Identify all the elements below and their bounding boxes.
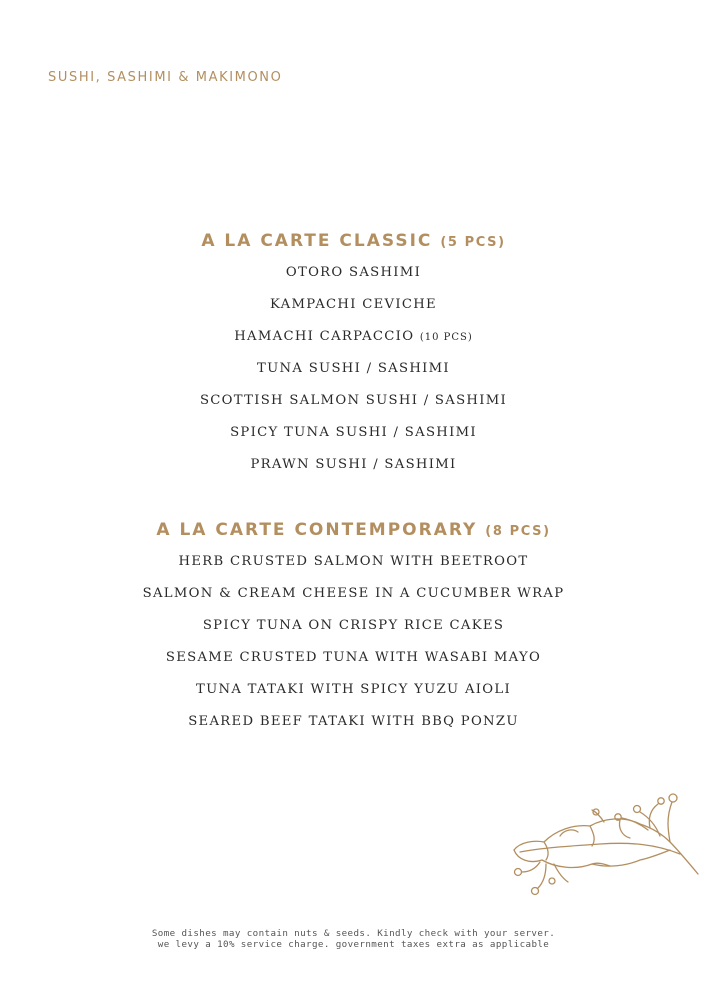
menu-item-name: SEARED BEEF TATAKI WITH BBQ PONZU [188,714,519,729]
menu-item [0,257,707,289]
menu-item-name: OTORO SASHIMI [285,265,422,280]
menu-item-list [0,546,707,738]
menu-item [0,417,707,449]
section-a-la-carte-contemporary [0,520,707,738]
menu-item [0,289,707,321]
menu-item [0,578,707,610]
menu-item [0,642,707,674]
menu-item-name: KAMPACHI CEVICHE [270,297,437,312]
section-title-text: A LA CARTE CONTEMPORARY [156,520,478,540]
section-a-la-carte-classic [0,231,707,481]
service-charge-notice: we levy a 10% service charge. government taxes extra as applicable [157,939,550,950]
menu-footer-notes [0,928,707,950]
menu-item-name: SALMON & CREAM CHEESE IN A CUCUMBER WRAP [142,586,565,601]
menu-item [0,353,707,385]
menu-item [0,449,707,481]
section-pieces-count: (5 PCS) [440,235,506,250]
menu-item-name: SPICY TUNA SUSHI / SASHIMI [230,425,477,440]
menu-item [0,674,707,706]
menu-item-name: SPICY TUNA ON CRISPY RICE CAKES [202,618,505,633]
menu-category-title: SUSHI, SASHIMI & MAKIMONO [48,70,283,85]
menu-item-name: HAMACHI CARPACCIO [234,329,415,344]
botanical-branch-icon [500,788,705,903]
section-title [0,520,707,542]
menu-item [0,321,707,353]
menu-item-note: (10 PCS) [419,332,473,343]
menu-item-name: SESAME CRUSTED TUNA WITH WASABI MAYO [165,650,542,665]
menu-item [0,610,707,642]
menu-item-list [0,257,707,481]
menu-item [0,385,707,417]
menu-item [0,706,707,738]
menu-item-name: TUNA TATAKI WITH SPICY YUZU AIOLI [196,682,511,697]
allergen-notice: Some dishes may contain nuts & seeds. Kindly check with your server. [151,928,556,939]
section-title-text: A LA CARTE CLASSIC [201,231,433,251]
section-title [0,231,707,253]
menu-item-name: PRAWN SUSHI / SASHIMI [250,457,457,472]
menu-item-name: TUNA SUSHI / SASHIMI [257,361,450,376]
menu-item [0,546,707,578]
menu-item-name: HERB CRUSTED SALMON WITH BEETROOT [178,554,529,569]
section-pieces-count: (8 PCS) [485,524,551,539]
menu-item-name: SCOTTISH SALMON SUSHI / SASHIMI [199,393,508,408]
